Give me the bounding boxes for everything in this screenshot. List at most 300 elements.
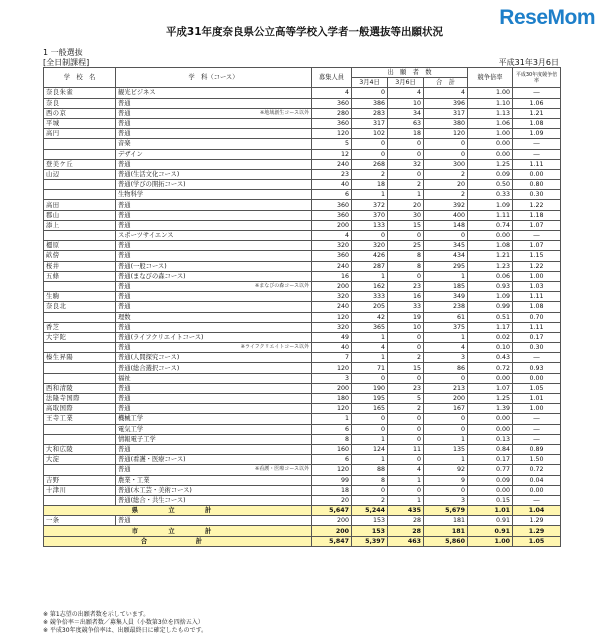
cell-ratio: 1.00 [468,129,513,139]
cell-quota: 360 [312,251,352,261]
cell-ratio: 1.25 [468,159,513,169]
cell-total: 4 [424,343,468,353]
table-row [44,231,561,241]
subtotal-label: 市 立 計 [44,526,312,536]
table-row [44,424,561,434]
cell-prev: 1.21 [513,108,561,118]
cell-mar6: 463 [388,536,424,546]
department-label: 普通(人間探究コース) [118,354,180,362]
department-label: 普通(一般コース) [118,262,167,270]
cell-mar6: 0 [388,139,424,149]
cell-mar6: 1 [388,190,424,200]
cell-total: 396 [424,98,468,108]
cell-total: 200 [424,394,468,404]
cell-total: 213 [424,383,468,393]
table-row [44,271,561,281]
department-label: 普通 [118,120,131,128]
department-label: 普通(総合・共生コース) [118,496,186,504]
table-row [44,118,561,128]
cell-total: 120 [424,129,468,139]
department-label: 普通(まなびの森コース) [118,272,186,280]
table-body [44,88,561,546]
department-label: 普通 [118,221,131,229]
department-label: 普通 [118,242,131,250]
department [116,241,312,251]
cell-total: 181 [424,526,468,536]
cell-mar6: 23 [388,281,424,291]
department [116,190,312,200]
cell-prev: 1.11 [513,292,561,302]
subtotal-row [44,506,561,516]
cell-mar4: 102 [352,129,388,139]
cell-total: 0 [424,485,468,495]
cell-ratio: 0.17 [468,455,513,465]
cell-mar4: 283 [352,108,388,118]
cell-prev: ― [513,139,561,149]
school-name [44,495,116,505]
cell-total: 2 [424,169,468,179]
cell-ratio: 1.09 [468,200,513,210]
cell-mar6: 15 [388,220,424,230]
cell-mar6: 11 [388,444,424,454]
school-name [44,424,116,434]
cell-ratio: 1.07 [468,383,513,393]
department-label: 普通 [118,283,131,291]
cell-total: 3 [424,353,468,363]
school-name [44,190,116,200]
header-department: 学 科（コース） [116,68,312,88]
table-row [44,322,561,332]
cell-total: 2 [424,190,468,200]
department-label: 福祉 [118,374,131,382]
department [116,363,312,373]
cell-quota: 40 [312,180,352,190]
cell-ratio: 0.91 [468,516,513,526]
cell-mar4: 372 [352,200,388,210]
table-row [44,485,561,495]
cell-ratio: 1.08 [468,241,513,251]
cell-mar4: 2 [352,169,388,179]
cell-prev: 1.08 [513,302,561,312]
cell-total: 380 [424,118,468,128]
cell-quota: 320 [312,322,352,332]
department-label: 普通(学びの開拓コース) [118,181,186,189]
department-label: 電気工学 [118,425,144,433]
cell-total: 148 [424,220,468,230]
school-name: 十津川 [44,485,116,495]
department-label: スポーツサイエンス [118,232,174,240]
cell-mar4: 5,397 [352,536,388,546]
department [116,444,312,454]
cell-ratio: 0.13 [468,434,513,444]
school-name: 香芝 [44,322,116,332]
cell-ratio: 0.00 [468,231,513,241]
cell-prev: ― [513,353,561,363]
subtotal-label: 県 立 計 [44,506,312,516]
department [116,383,312,393]
school-name: 大淀 [44,455,116,465]
cell-quota: 320 [312,292,352,302]
department [116,210,312,220]
cell-total: 0 [424,414,468,424]
department-label: 普通 [118,466,131,474]
school-name: 高田 [44,200,116,210]
cell-mar4: 333 [352,292,388,302]
cell-mar6: 435 [388,506,424,516]
cell-total: 400 [424,210,468,220]
cell-quota: 200 [312,526,352,536]
department [116,394,312,404]
cell-ratio: 0.02 [468,332,513,342]
cell-total: 5,679 [424,506,468,516]
cell-mar6: 16 [388,292,424,302]
table-row [44,444,561,454]
cell-mar4: 205 [352,302,388,312]
department [116,251,312,261]
cell-mar6: 4 [388,88,424,98]
cell-mar4: 386 [352,98,388,108]
department-label: 普通(木工芸・美術コース) [118,486,192,494]
cell-total: 1 [424,455,468,465]
school-name: 奈良朱雀 [44,88,116,98]
cell-mar4: 124 [352,444,388,454]
cell-prev: 0.30 [513,190,561,200]
cell-quota: 1 [312,414,352,424]
table-row [44,88,561,98]
table-row [44,251,561,261]
table-row [44,190,561,200]
cell-prev: 1.05 [513,383,561,393]
department [116,332,312,342]
cell-quota: 200 [312,383,352,393]
department [116,495,312,505]
footnote: ※ 競争倍率＝出願者数／募集人員（小数第3位を四捨五入） [43,619,204,626]
school-name: 大和広陵 [44,444,116,454]
cell-quota: 200 [312,281,352,291]
cell-quota: 12 [312,149,352,159]
application-status-table [43,67,561,547]
cell-prev: 1.09 [513,129,561,139]
school-name [44,180,116,190]
department [116,465,312,475]
department-label: 普通 [118,323,131,331]
cell-mar6: 28 [388,526,424,536]
cell-mar4: 0 [352,231,388,241]
department [116,98,312,108]
table-row [44,404,561,414]
cell-total: 92 [424,465,468,475]
cell-mar4: 426 [352,251,388,261]
cell-quota: 20 [312,495,352,505]
cell-mar4: 0 [352,414,388,424]
cell-prev: 0.00 [513,485,561,495]
cell-mar4: 1 [352,332,388,342]
cell-mar4: 18 [352,180,388,190]
cell-mar6: 0 [388,169,424,179]
cell-quota: 8 [312,434,352,444]
cell-mar6: 0 [388,455,424,465]
cell-total: 392 [424,200,468,210]
header-ratio: 競争倍率 [468,68,513,88]
resemom-logo: ReseMom [499,6,595,29]
table-row [44,292,561,302]
cell-prev: 1.18 [513,210,561,220]
cell-mar4: 365 [352,322,388,332]
cell-mar6: 0 [388,414,424,424]
cell-prev: 1.00 [513,404,561,414]
cell-quota: 120 [312,465,352,475]
cell-mar6: 4 [388,465,424,475]
cell-total: 1 [424,434,468,444]
cell-prev: 1.11 [513,322,561,332]
department [116,322,312,332]
cell-ratio: 1.09 [468,292,513,302]
header-mar4: 3月4日 [352,78,388,88]
cell-mar4: 317 [352,118,388,128]
school-name: 添上 [44,220,116,230]
department-label: 普通 [118,405,131,413]
cell-prev: 1.06 [513,98,561,108]
cell-ratio: 1.17 [468,322,513,332]
subtotal-row [44,536,561,546]
cell-mar4: 5,244 [352,506,388,516]
cell-quota: 360 [312,210,352,220]
header-applicants: 出 願 者 数 [352,68,468,78]
cell-quota: 160 [312,444,352,454]
cell-prev: 1.50 [513,455,561,465]
cell-quota: 200 [312,220,352,230]
school-name [44,139,116,149]
cell-mar6: 63 [388,118,424,128]
cell-mar6: 20 [388,200,424,210]
cell-ratio: 0.00 [468,139,513,149]
cell-mar4: 0 [352,373,388,383]
school-name: 畝傍 [44,251,116,261]
department-note: ※まなびの森コース以外 [255,283,309,290]
cell-mar6: 0 [388,434,424,444]
cell-prev: 0.70 [513,312,561,322]
cell-quota: 6 [312,455,352,465]
cell-ratio: 0.00 [468,373,513,383]
cell-mar4: 71 [352,363,388,373]
cell-ratio: 1.21 [468,251,513,261]
cell-quota: 49 [312,332,352,342]
header-school: 学 校 名 [44,68,116,88]
table-row [44,180,561,190]
department [116,485,312,495]
cell-mar4: 4 [352,343,388,353]
department-label: 普通 [118,446,131,454]
school-name: 高取国際 [44,404,116,414]
department-label: 機械工学 [118,415,144,423]
cell-prev: ― [513,495,561,505]
department-label: 普通 [118,160,131,168]
cell-prev: 0.00 [513,373,561,383]
cell-quota: 320 [312,241,352,251]
department [116,424,312,434]
cell-quota: 16 [312,271,352,281]
cell-mar4: 162 [352,281,388,291]
cell-quota: 280 [312,108,352,118]
cell-total: 9 [424,475,468,485]
cell-ratio: 0.09 [468,169,513,179]
cell-prev: 0.72 [513,465,561,475]
table-row [44,302,561,312]
department [116,88,312,98]
cell-ratio: 0.84 [468,444,513,454]
cell-mar6: 0 [388,343,424,353]
department [116,139,312,149]
cell-mar6: 10 [388,322,424,332]
cell-ratio: 0.74 [468,220,513,230]
table-row [44,312,561,322]
cell-quota: 3 [312,373,352,383]
cell-quota: 360 [312,200,352,210]
cell-ratio: 0.91 [468,526,513,536]
department-label: 普通(ライフクリエイトコース) [118,333,204,341]
cell-ratio: 1.00 [468,536,513,546]
cell-total: 375 [424,322,468,332]
cell-mar6: 19 [388,312,424,322]
cell-prev: 1.22 [513,200,561,210]
department [116,373,312,383]
department-label: 普通 [118,303,131,311]
department-note: ※地域創生コース以外 [260,109,309,116]
table-row [44,495,561,505]
cell-mar4: 0 [352,88,388,98]
department-label: 普通 [118,201,131,209]
cell-mar6: 2 [388,180,424,190]
table-row [44,200,561,210]
cell-mar4: 42 [352,312,388,322]
cell-total: 0 [424,139,468,149]
department [116,261,312,271]
department-note: ※ライフクリエイトコース以外 [240,344,309,351]
school-name: 桜井 [44,261,116,271]
section-heading: 1 一般選抜 [43,48,83,57]
department-label: 普通 [118,395,131,403]
cell-mar6: 34 [388,108,424,118]
cell-mar4: 1 [352,190,388,200]
cell-mar4: 2 [352,495,388,505]
department-label: 農業・工業 [118,476,150,484]
department [116,312,312,322]
cell-quota: 18 [312,485,352,495]
page-title: 平成31年度奈良県公立高等学校入学者一般選抜等出願状況 [165,26,444,38]
cell-prev: 1.11 [513,159,561,169]
cell-prev: ― [513,231,561,241]
cell-prev: 1.00 [513,271,561,281]
table-row [44,149,561,159]
cell-mar6: 1 [388,495,424,505]
cell-mar6: 25 [388,241,424,251]
cell-mar6: 32 [388,159,424,169]
table-row [44,383,561,393]
school-name: 榛生昇陽 [44,353,116,363]
cell-quota: 360 [312,98,352,108]
school-name [44,343,116,353]
cell-prev: 0.89 [513,444,561,454]
cell-prev: 1.15 [513,251,561,261]
header-quota: 募集人員 [312,68,352,88]
cell-quota: 6 [312,424,352,434]
cell-total: 3 [424,495,468,505]
report-date: 平成31年3月6日 [498,58,559,67]
cell-mar6: 0 [388,271,424,281]
cell-prev: 0.00 [513,169,561,179]
department-label: 普通 [118,344,131,352]
header-total: 合 計 [424,78,468,88]
department-note: ※看護・医療コース以外 [255,466,309,473]
cell-mar6: 0 [388,485,424,495]
department [116,475,312,485]
header-prev-ratio: 平成30年度競争倍率 [513,68,561,88]
cell-total: 5,860 [424,536,468,546]
school-name: 橿原 [44,241,116,251]
department-label: 普通 [118,517,131,525]
cell-prev: 1.03 [513,281,561,291]
school-name: 一条 [44,516,116,526]
footnote: ※ 平成30年度競争倍率は、出願最終日に確定したものです。 [43,627,208,634]
cell-total: 167 [424,404,468,414]
cell-total: 86 [424,363,468,373]
department [116,220,312,230]
department [116,180,312,190]
table-row [44,455,561,465]
school-name [44,434,116,444]
cell-mar6: 30 [388,210,424,220]
department-label: 普通(生活文化コース) [118,170,180,178]
cell-quota: 6 [312,190,352,200]
cell-mar4: 0 [352,485,388,495]
table-row [44,159,561,169]
header-mar6: 3月6日 [388,78,424,88]
department-label: デザイン [118,150,143,158]
cell-total: 4 [424,88,468,98]
course-label: [全日制課程] [43,58,90,67]
table-row [44,373,561,383]
cell-prev: ― [513,434,561,444]
cell-mar6: 0 [388,231,424,241]
department [116,108,312,118]
school-name [44,312,116,322]
cell-quota: 240 [312,261,352,271]
department-label: 普通 [118,130,131,138]
cell-ratio: 0.15 [468,495,513,505]
cell-total: 345 [424,241,468,251]
cell-total: 300 [424,159,468,169]
cell-ratio: 1.10 [468,98,513,108]
school-name [44,281,116,291]
cell-mar6: 8 [388,261,424,271]
cell-mar4: 1 [352,271,388,281]
department [116,149,312,159]
cell-quota: 7 [312,353,352,363]
department [116,271,312,281]
school-name: 登美ケ丘 [44,159,116,169]
cell-total: 20 [424,180,468,190]
cell-mar4: 268 [352,159,388,169]
cell-prev: 0.80 [513,180,561,190]
cell-mar4: 1 [352,353,388,363]
department [116,455,312,465]
department-label: 生物科学 [118,191,144,199]
department [116,302,312,312]
cell-mar6: 18 [388,129,424,139]
cell-quota: 360 [312,118,352,128]
school-name: 生駒 [44,292,116,302]
cell-prev: 1.01 [513,394,561,404]
